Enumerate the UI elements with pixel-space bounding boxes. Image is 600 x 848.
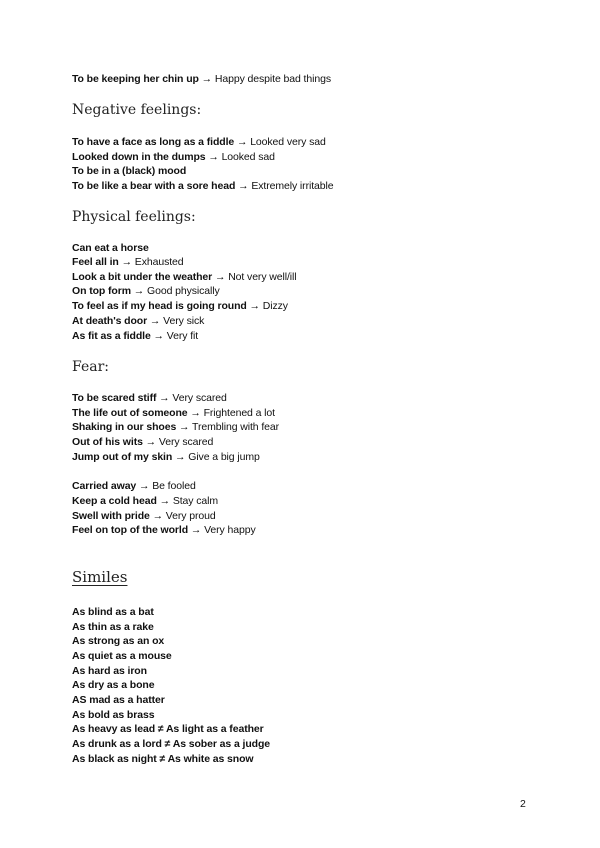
phrase-term: As fit as a fiddle bbox=[72, 330, 151, 342]
phrase-line bbox=[72, 135, 326, 149]
arrow: → bbox=[156, 392, 173, 404]
phrase-meaning: Extremely irritable bbox=[251, 180, 334, 192]
phrase-term: To be keeping her chin up bbox=[72, 73, 199, 85]
phrase-meaning: Very fit bbox=[166, 330, 199, 342]
phrase-term: Feel all in bbox=[72, 256, 119, 268]
simile-line bbox=[72, 708, 154, 722]
phrase-line bbox=[72, 314, 204, 328]
phrase-term: To be in a (black) mood bbox=[72, 165, 187, 177]
phrase-line bbox=[72, 179, 333, 193]
arrow: → bbox=[212, 271, 229, 283]
phrase-meaning: Give a big jump bbox=[188, 451, 260, 463]
arrow: → bbox=[150, 330, 167, 342]
phrase-meaning: Happy despite bad things bbox=[214, 73, 331, 85]
page-number: 2 bbox=[520, 798, 526, 810]
phrase-line bbox=[72, 299, 288, 313]
arrow: → bbox=[188, 524, 205, 536]
phrase-meaning: Stay calm bbox=[172, 495, 219, 507]
phrase-line bbox=[72, 241, 149, 255]
arrow: → bbox=[234, 136, 251, 148]
phrase-line bbox=[72, 284, 220, 298]
phrase-line bbox=[72, 164, 186, 178]
simile-line bbox=[72, 737, 270, 751]
phrase-term: To feel as if my head is going round bbox=[72, 300, 247, 312]
phrase-term: Keep a cold head bbox=[72, 495, 157, 507]
phrase-term: On top form bbox=[72, 285, 131, 297]
phrase-line bbox=[72, 435, 213, 449]
phrase-meaning: Trembling with fear bbox=[192, 421, 280, 433]
arrow: → bbox=[147, 315, 164, 327]
phrase-term: At death's door bbox=[72, 315, 148, 327]
phrase-meaning: Very scared bbox=[158, 436, 214, 448]
phrase-meaning: Very happy bbox=[204, 524, 256, 536]
arrow: → bbox=[142, 436, 159, 448]
simile-line bbox=[72, 605, 154, 619]
phrase-line bbox=[72, 255, 184, 269]
phrase-term: Swell with pride bbox=[72, 510, 150, 522]
phrase-term: Shaking in our shoes bbox=[72, 421, 177, 433]
simile-text: As drunk as a lord ≠ As sober as a judge bbox=[72, 738, 271, 750]
section-heading-physical: Physical feelings: bbox=[72, 209, 196, 225]
phrase-term: To have a face as long as a fiddle bbox=[72, 136, 235, 148]
section-heading-similes: Similes bbox=[72, 568, 128, 586]
phrase-meaning: Be fooled bbox=[152, 480, 196, 492]
phrase-line bbox=[72, 420, 279, 434]
simile-line bbox=[72, 678, 154, 692]
phrase-meaning: Looked sad bbox=[221, 151, 275, 163]
phrase-term: The life out of someone bbox=[72, 407, 188, 419]
simile-text: As hard as iron bbox=[72, 665, 147, 677]
phrase-term: Looked down in the dumps bbox=[72, 151, 206, 163]
simile-text: AS mad as a hatter bbox=[72, 694, 165, 706]
simile-text: As thin as a rake bbox=[72, 621, 154, 633]
phrase-term: To be scared stiff bbox=[72, 392, 157, 404]
phrase-term: To be like a bear with a sore head bbox=[72, 180, 236, 192]
simile-text: As heavy as lead ≠ As light as a feather bbox=[72, 723, 264, 735]
phrase-meaning: Exhausted bbox=[134, 256, 184, 268]
section-heading-fear: Fear: bbox=[72, 359, 109, 375]
simile-text: As black as night ≠ As white as snow bbox=[72, 753, 254, 765]
phrase-line bbox=[72, 509, 216, 523]
phrase-line bbox=[72, 391, 227, 405]
simile-text: As blind as a bat bbox=[72, 606, 154, 618]
phrase-meaning: Very scared bbox=[172, 392, 227, 404]
simile-line bbox=[72, 722, 264, 736]
simile-text: As dry as a bone bbox=[72, 679, 155, 691]
simile-line bbox=[72, 649, 172, 663]
arrow: → bbox=[205, 151, 222, 163]
phrase-line bbox=[72, 150, 275, 164]
phrase-term: Jump out of my skin bbox=[72, 451, 173, 463]
arrow: → bbox=[172, 451, 189, 463]
phrase-meaning: Dizzy bbox=[262, 300, 288, 312]
arrow: → bbox=[156, 495, 173, 507]
phrase-term: Out of his wits bbox=[72, 436, 143, 448]
arrow: → bbox=[176, 421, 193, 433]
phrase-meaning: Looked very sad bbox=[250, 136, 326, 148]
arrow: → bbox=[235, 180, 252, 192]
simile-line bbox=[72, 664, 147, 678]
section-heading-negative: Negative feelings: bbox=[72, 102, 202, 118]
simile-text: As strong as an ox bbox=[72, 635, 165, 647]
phrase-meaning: Very sick bbox=[163, 315, 205, 327]
arrow: → bbox=[136, 480, 153, 492]
simile-line bbox=[72, 620, 154, 634]
phrase-term: Carried away bbox=[72, 480, 137, 492]
arrow: → bbox=[130, 285, 148, 297]
simile-text: As bold as brass bbox=[72, 709, 155, 721]
simile-line bbox=[72, 752, 254, 766]
phrase-line bbox=[72, 329, 198, 343]
simile-line bbox=[72, 693, 165, 707]
phrase-line bbox=[72, 494, 218, 508]
phrase-line bbox=[72, 450, 260, 464]
phrase-line bbox=[72, 270, 297, 284]
phrase-meaning: Frightened a lot bbox=[203, 407, 275, 419]
phrase-term: Look a bit under the weather bbox=[72, 271, 213, 283]
arrow: → bbox=[187, 407, 204, 419]
phrase-line bbox=[72, 479, 196, 493]
simile-text: As quiet as a mouse bbox=[72, 650, 172, 662]
simile-line bbox=[72, 634, 164, 648]
phrase-meaning: Not very well/ill bbox=[228, 271, 297, 283]
phrase-line bbox=[72, 406, 275, 420]
phrase-meaning: Good physically bbox=[147, 285, 220, 297]
arrow: → bbox=[149, 510, 166, 522]
phrase-term: Feel on top of the world bbox=[72, 524, 189, 536]
phrase-meaning: Very proud bbox=[165, 510, 216, 522]
arrow: → bbox=[198, 73, 215, 85]
arrow: → bbox=[246, 300, 263, 312]
phrase-line bbox=[72, 523, 256, 537]
phrase-term: Can eat a horse bbox=[72, 242, 149, 254]
arrow: → bbox=[118, 256, 135, 268]
phrase-line bbox=[72, 72, 331, 86]
